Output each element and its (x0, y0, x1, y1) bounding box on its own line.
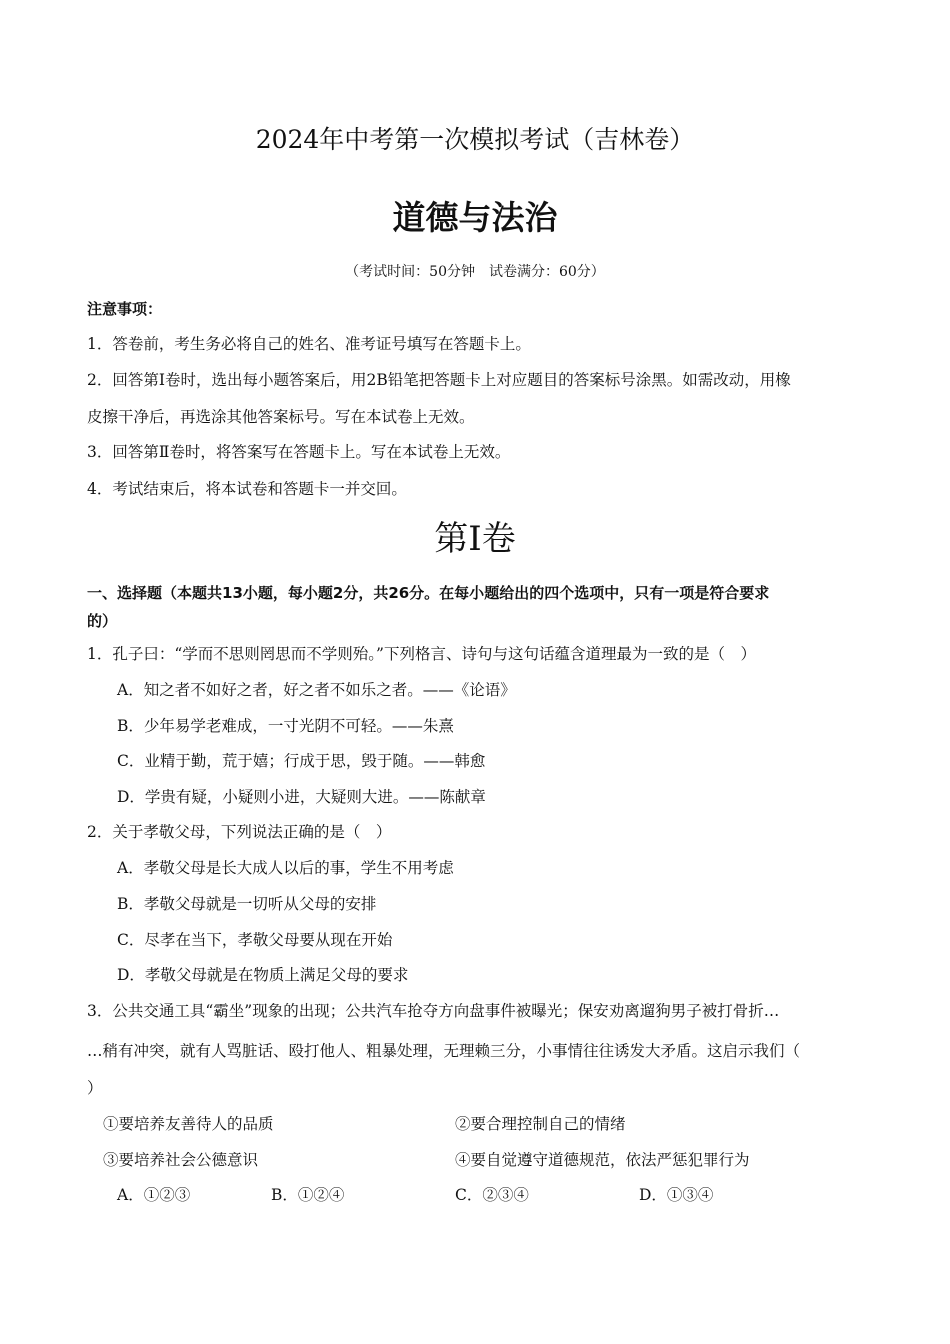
subject-title: 道德与法治 (392, 198, 558, 237)
part-heading: 一、选择题（本题共13小题，每小题2分，共26分。在每小题给出的四个选项中，只有一项是符合要求 (87, 584, 770, 602)
option-c: C．尽孝在当下，孝敬父母要从现在开始 (117, 931, 393, 949)
option-d: D．①③④ (639, 1186, 714, 1204)
exam-title: 2024年中考第一次模拟考试（吉林卷） (255, 125, 695, 154)
notes-heading: 注意事项： (87, 300, 163, 318)
option-a: A．孝敬父母是长大成人以后的事，学生不用考虑 (117, 859, 454, 877)
note-item: 1．答卷前，考生务必将自己的姓名、准考证号填写在答题卡上。 (87, 335, 531, 353)
question-stem-cont: ） (87, 1079, 103, 1097)
question-stem: 1．孔子曰：“学而不思则罔思而不学则殆。”下列格言、诗句与这句话蕴含道理最为一致的是（ ） (87, 645, 756, 663)
option-b: B．①②④ (271, 1186, 345, 1204)
option-a: A．知之者不如好之者，好之者不如乐之者。——《论语》 (117, 681, 516, 699)
statement-2: ②要合理控制自己的情绪 (455, 1115, 626, 1133)
option-b: B．孝敬父母就是一切听从父母的安排 (117, 895, 377, 913)
note-item: 3．回答第Ⅱ卷时，将答案写在答题卡上。写在本试卷上无效。 (87, 443, 511, 461)
option-c: C．业精于勤，荒于嬉；行成于思，毁于随。——韩愈 (117, 752, 486, 770)
statement-3: ③要培养社会公德意识 (103, 1151, 259, 1169)
section-title: 第Ⅰ卷 (434, 519, 516, 559)
question-stem: 3．公共交通工具“霸坐”现象的出现；公共汽车抢夺方向盘事件被曝光；保安劝离遛狗男子被打骨折… (87, 1002, 780, 1020)
note-item: 皮擦干净后，再选涂其他答案标号。写在本试卷上无效。 (87, 408, 475, 426)
option-c: C．②③④ (455, 1186, 529, 1204)
option-d: D．孝敬父母就是在物质上满足父母的要求 (117, 966, 409, 984)
note-item: 2．回答第Ⅰ卷时，选出每小题答案后，用2B铅笔把答题卡上对应题目的答案标号涂黑。如需改动，用橡 (87, 371, 791, 389)
part-heading-cont: 的） (87, 612, 118, 630)
statement-1: ①要培养友善待人的品质 (103, 1115, 274, 1133)
option-b: B．少年易学老难成，一寸光阴不可轻。——朱熹 (117, 717, 454, 735)
question-stem-cont: …稍有冲突，就有人骂脏话、殴打他人、粗暴处理，无理赖三分，小事情往往诱发大矛盾。这启示我们（ (87, 1042, 801, 1060)
option-a: A．①②③ (117, 1186, 191, 1204)
note-item: 4．考试结束后，将本试卷和答题卡一并交回。 (87, 480, 407, 498)
question-stem: 2．关于孝敬父母，下列说法正确的是（ ） (87, 823, 392, 841)
option-d: D．学贵有疑，小疑则小进，大疑则大进。——陈献章 (117, 788, 486, 806)
statement-4: ④要自觉遵守道德规范，依法严惩犯罪行为 (455, 1151, 750, 1169)
exam-info: （考试时间：50分钟 试卷满分：60分） (345, 264, 605, 280)
